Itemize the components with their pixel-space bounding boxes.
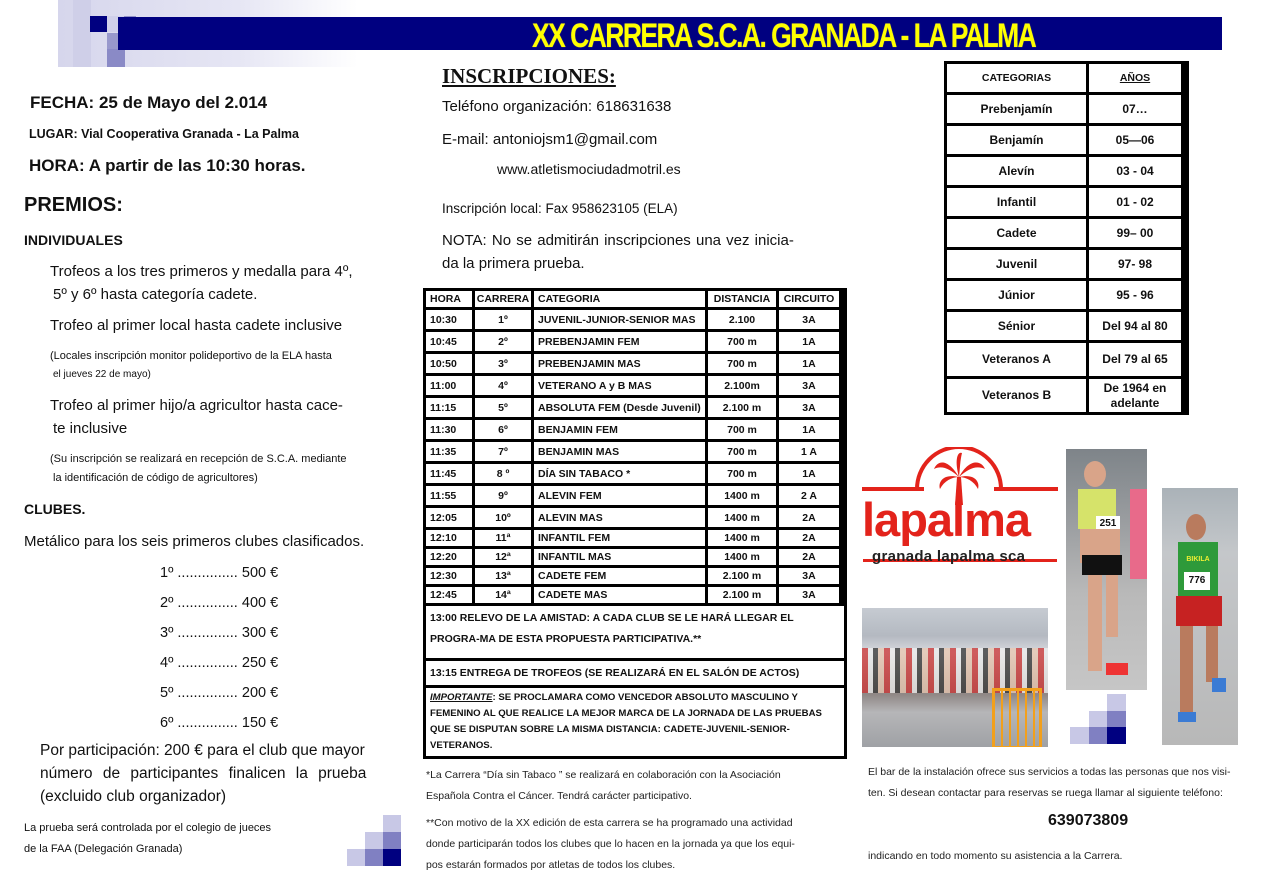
categoria-cell: BENJAMIN MAS bbox=[534, 442, 705, 461]
categoria-cell: BENJAMIN FEM bbox=[534, 420, 705, 439]
logo-subtitle: granada lapalma sca bbox=[872, 548, 1026, 565]
deco-square bbox=[73, 0, 91, 67]
prize-individual-2: Trofeo al primer local hasta cadete inclusive bbox=[50, 317, 343, 334]
club-prize-row bbox=[160, 625, 278, 641]
runner-head bbox=[1084, 461, 1106, 487]
distancia-cell: 2.100 m bbox=[708, 398, 776, 417]
circuito-cell: 2A bbox=[779, 530, 839, 546]
hora-cell: 12:20 bbox=[426, 549, 472, 565]
importante-note bbox=[426, 688, 844, 756]
carrera-cell: 6º bbox=[475, 420, 531, 439]
categoria-cell: DÍA SIN TABACO * bbox=[534, 464, 705, 483]
circuito-cell: 2A bbox=[779, 549, 839, 565]
header-cell: DISTANCIA bbox=[708, 291, 776, 307]
premios-title: PREMIOS: bbox=[24, 194, 123, 216]
category-name-cell: Júnior bbox=[947, 281, 1086, 309]
categoria-cell: JUVENIL-JUNIOR-SENIOR MAS bbox=[534, 310, 705, 329]
distancia-cell: 1400 m bbox=[708, 508, 776, 527]
categoria-cell: CADETE MAS bbox=[534, 587, 705, 603]
hora-cell: 11:00 bbox=[426, 376, 472, 395]
footnote-line: Española Contra el Cáncer. Tendrá carácter participativo. bbox=[426, 790, 692, 802]
runner-background bbox=[1130, 489, 1147, 579]
prize-amount: 300 € bbox=[241, 625, 279, 641]
prize-place: 2º bbox=[160, 595, 174, 611]
club-prize-row bbox=[160, 595, 278, 611]
circuito-cell: 3A bbox=[779, 587, 839, 603]
participation-prize-excl: (excluido club organizador) bbox=[40, 788, 227, 805]
categoria-cell: VETERANO A y B MAS bbox=[534, 376, 705, 395]
categoria-cell: INFANTIL FEM bbox=[534, 530, 705, 546]
prize-place: 1º bbox=[160, 565, 174, 581]
schedule-table bbox=[423, 288, 847, 759]
event-location: LUGAR: Vial Cooperativa Granada - La Palma bbox=[29, 127, 299, 141]
category-years-cell: 99– 00 bbox=[1089, 219, 1181, 247]
club-prize-row bbox=[160, 655, 278, 671]
category-name-cell: Alevín bbox=[947, 157, 1086, 185]
categories-table bbox=[944, 61, 1189, 415]
distancia-cell: 2.100 m bbox=[708, 568, 776, 584]
runner-leg bbox=[1088, 575, 1102, 671]
importante-text: : SE PROCLAMARA COMO VENCEDOR ABSOLUTO MASCULINO Y FEMENINO AL QUE REALICE LA MEJOR MARCA DE LA JORNADA DE LAS PRUEBAS QUE SE DISPUTAN SOBRE LA MISMA DISTANCIA: CADETE-JUVENIL-SENIOR-VETERANOS. bbox=[430, 692, 822, 751]
runner-leg bbox=[1106, 575, 1118, 637]
prize-individual-1-cont: 5º y 6º hasta categoría cadete. bbox=[53, 286, 258, 303]
judges-note: La prueba será controlada por el colegio de jueces bbox=[24, 822, 272, 834]
hora-cell: 10:30 bbox=[426, 310, 472, 329]
deco-square bbox=[107, 49, 125, 67]
circuito-cell: 1A bbox=[779, 464, 839, 483]
deco-square bbox=[90, 16, 108, 32]
category-name-cell: Juvenil bbox=[947, 250, 1086, 278]
carrera-cell: 5º bbox=[475, 398, 531, 417]
prize-amount: 400 € bbox=[241, 595, 279, 611]
header-cell: CATEGORIA bbox=[534, 291, 705, 307]
fence bbox=[992, 688, 1042, 747]
runner-shoe bbox=[1212, 678, 1226, 692]
category-name-cell: Infantil bbox=[947, 188, 1086, 216]
carrera-cell: 14ª bbox=[475, 587, 531, 603]
carrera-cell: 10º bbox=[475, 508, 531, 527]
bar-phone[interactable]: 639073809 bbox=[1048, 812, 1129, 829]
prize-amount: 150 € bbox=[241, 715, 279, 731]
event-date: FECHA: 25 de Mayo del 2.014 bbox=[30, 93, 268, 112]
category-years-cell: 07… bbox=[1089, 95, 1181, 123]
circuito-cell: 2A bbox=[779, 508, 839, 527]
distancia-cell: 700 m bbox=[708, 442, 776, 461]
prize-individual-1: Trofeos a los tres primeros y medalla para 4º, bbox=[50, 263, 353, 280]
clubes-description: Metálico para los seis primeros clubes clasificados. bbox=[24, 533, 365, 550]
categories-grid bbox=[947, 64, 1186, 412]
circuito-cell: 3A bbox=[779, 376, 839, 395]
deco-square bbox=[1070, 727, 1089, 744]
distancia-cell: 700 m bbox=[708, 332, 776, 351]
circuito-cell: 3A bbox=[779, 568, 839, 584]
runner-leg bbox=[1206, 626, 1218, 682]
bib-number: 251 bbox=[1096, 516, 1120, 532]
footnote-line: *La Carrera “Día sin Tabaco ” se realizará en colaboración con la Asociación bbox=[426, 769, 781, 781]
participation-prize-cont: número de participantes finalicen la prueba bbox=[40, 765, 367, 782]
carrera-cell: 8 º bbox=[475, 464, 531, 483]
deco-square bbox=[1107, 694, 1126, 711]
circuito-cell: 1A bbox=[779, 354, 839, 373]
bib-number: 776 bbox=[1184, 572, 1210, 590]
distancia-cell: 2.100 m bbox=[708, 587, 776, 603]
prize-individual-3-note: (Su inscripción se realizará en recepción de S.C.A. mediante bbox=[50, 453, 347, 465]
header-cell: AÑOS bbox=[1089, 64, 1181, 92]
prize-dots: ............... bbox=[177, 595, 238, 611]
distancia-cell: 700 m bbox=[708, 464, 776, 483]
distancia-cell: 2.100 bbox=[708, 310, 776, 329]
footnote-1 bbox=[426, 765, 781, 807]
judges-note-cont: de la FAA (Delegación Granada) bbox=[24, 843, 183, 855]
local-registration-fax: Inscripción local: Fax 958623105 (ELA) bbox=[442, 201, 678, 216]
deco-square bbox=[1107, 727, 1126, 744]
registration-note-cont: da la primera prueba. bbox=[442, 255, 585, 272]
runner-shoe bbox=[1106, 663, 1128, 675]
individuales-title: INDIVIDUALES bbox=[24, 232, 123, 248]
runner-shoe bbox=[1178, 712, 1196, 722]
prize-place: 4º bbox=[160, 655, 174, 671]
deco-square bbox=[1107, 711, 1126, 727]
website-link[interactable]: www.atletismociudadmotril.es bbox=[497, 161, 681, 177]
distancia-cell: 700 m bbox=[708, 354, 776, 373]
club-prize-row bbox=[160, 715, 278, 731]
carrera-cell: 11ª bbox=[475, 530, 531, 546]
carrera-cell: 7º bbox=[475, 442, 531, 461]
category-years-cell: De 1964 en adelante bbox=[1089, 379, 1181, 412]
carrera-cell: 9º bbox=[475, 486, 531, 505]
prize-amount: 200 € bbox=[241, 685, 279, 701]
category-name-cell: Veteranos A bbox=[947, 343, 1086, 376]
distancia-cell: 1400 m bbox=[708, 486, 776, 505]
category-name-cell: Veteranos B bbox=[947, 379, 1086, 412]
trofeos-note: 13:15 ENTREGA DE TROFEOS (SE REALIZARÁ EN EL SALÓN DE ACTOS) bbox=[426, 661, 844, 685]
distancia-cell: 1400 m bbox=[708, 549, 776, 565]
footnote-line: pos estarán formados por atletas de todos los clubes. bbox=[426, 859, 676, 871]
footnote-2 bbox=[426, 813, 795, 876]
organization-email[interactable]: E-mail: antoniojsm1@gmail.com bbox=[442, 131, 658, 148]
deco-square bbox=[383, 815, 401, 832]
category-name-cell: Cadete bbox=[947, 219, 1086, 247]
categoria-cell: CADETE FEM bbox=[534, 568, 705, 584]
category-years-cell: 97- 98 bbox=[1089, 250, 1181, 278]
circuito-cell: 2 A bbox=[779, 486, 839, 505]
club-prize-row bbox=[160, 565, 278, 581]
runner-shorts bbox=[1082, 555, 1122, 575]
categoria-cell: ALEVIN MAS bbox=[534, 508, 705, 527]
distancia-cell: 1400 m bbox=[708, 530, 776, 546]
category-years-cell: 03 - 04 bbox=[1089, 157, 1181, 185]
categoria-cell: ALEVIN FEM bbox=[534, 486, 705, 505]
categoria-cell: PREBENJAMIN MAS bbox=[534, 354, 705, 373]
header-cell: CARRERA bbox=[476, 293, 530, 305]
runners-group bbox=[862, 648, 1048, 693]
categoria-cell: ABSOLUTA FEM (Desde Juvenil) bbox=[534, 398, 705, 417]
distancia-cell: 2.100m bbox=[708, 376, 776, 395]
hora-cell: 11:55 bbox=[426, 486, 472, 505]
page-title: XX CARRERA S.C.A. GRANADA - LA PALMA bbox=[532, 17, 1036, 55]
club-prize-row bbox=[160, 685, 278, 701]
inscripciones-title: INSCRIPCIONES: bbox=[442, 64, 616, 88]
prize-place: 3º bbox=[160, 625, 174, 641]
bar-info: El bar de la instalación ofrece sus servicios a todas las personas que nos visi- bbox=[868, 766, 1231, 778]
race-start-photo bbox=[862, 608, 1048, 747]
footnote-line: donde participarán todos los clubes que lo hacen en la jornada ya que los equi- bbox=[426, 838, 795, 850]
category-years-cell: Del 94 al 80 bbox=[1089, 312, 1181, 340]
carrera-cell: 1º bbox=[475, 310, 531, 329]
prize-individual-3-cont: te inclusive bbox=[53, 420, 128, 437]
runner-head bbox=[1186, 514, 1206, 540]
prize-place: 6º bbox=[160, 715, 174, 731]
deco-square bbox=[347, 849, 365, 866]
prize-dots: ............... bbox=[177, 685, 238, 701]
prize-place: 5º bbox=[160, 685, 174, 701]
prize-individual-3-note-cont: la identificación de código de agricultores) bbox=[53, 472, 258, 484]
deco-square bbox=[383, 849, 401, 866]
category-name-cell: Sénior bbox=[947, 312, 1086, 340]
prize-amount: 500 € bbox=[241, 565, 279, 581]
participation-prize: Por participación: 200 € para el club que mayor bbox=[40, 742, 365, 759]
prize-individual-2-note: (Locales inscripción monitor polideportivo de la ELA hasta bbox=[50, 350, 332, 362]
hora-cell: 11:30 bbox=[426, 420, 472, 439]
prize-dots: ............... bbox=[177, 565, 238, 581]
hora-cell: 10:50 bbox=[426, 354, 472, 373]
registration-note: NOTA: No se admitirán inscripciones una vez inicia- bbox=[442, 232, 794, 249]
category-years-cell: 01 - 02 bbox=[1089, 188, 1181, 216]
carrera-cell: 13ª bbox=[475, 568, 531, 584]
distancia-cell: 700 m bbox=[708, 420, 776, 439]
organization-phone: Teléfono organización: 618631638 bbox=[442, 98, 672, 115]
carrera-cell: 12ª bbox=[475, 549, 531, 565]
deco-square bbox=[1089, 727, 1107, 744]
runner-shorts bbox=[1176, 596, 1222, 626]
runner-female-photo bbox=[1066, 449, 1147, 690]
circuito-cell: 1A bbox=[779, 332, 839, 351]
hora-cell: 12:45 bbox=[426, 587, 472, 603]
hora-cell: 10:45 bbox=[426, 332, 472, 351]
prize-individual-3: Trofeo al primer hijo/a agricultor hasta cace- bbox=[50, 397, 343, 414]
clubes-title: CLUBES. bbox=[24, 501, 86, 517]
category-years-cell: 95 - 96 bbox=[1089, 281, 1181, 309]
bar-info-end: indicando en todo momento su asistencia a la Carrera. bbox=[868, 850, 1123, 862]
header-cell: CATEGORIAS bbox=[947, 64, 1086, 92]
categoria-cell: PREBENJAMIN FEM bbox=[534, 332, 705, 351]
hora-cell: 12:30 bbox=[426, 568, 472, 584]
prize-dots: ............... bbox=[177, 625, 238, 641]
deco-square bbox=[1089, 711, 1107, 727]
category-years-cell: Del 79 al 65 bbox=[1089, 343, 1181, 376]
circuito-cell: 3A bbox=[779, 310, 839, 329]
categoria-cell: INFANTIL MAS bbox=[534, 549, 705, 565]
circuito-cell: 3A bbox=[779, 398, 839, 417]
category-name-cell: Prebenjamín bbox=[947, 95, 1086, 123]
deco-square bbox=[383, 832, 401, 849]
prize-dots: ............... bbox=[177, 655, 238, 671]
bar-info-cont: ten. Si desean contactar para reservas se ruega llamar al siguiente teléfono: bbox=[868, 787, 1223, 799]
runner-leg bbox=[1180, 626, 1193, 712]
relevo-note: 13:00 RELEVO DE LA AMISTAD: A CADA CLUB SE LE HARÁ LLEGAR EL PROGRA-MA DE ESTA PROPUESTA PARTICIPATIVA.** bbox=[426, 606, 844, 658]
category-name-cell: Benjamín bbox=[947, 126, 1086, 154]
hora-cell: 12:05 bbox=[426, 508, 472, 527]
prize-amount: 250 € bbox=[241, 655, 279, 671]
circuito-cell: 1 A bbox=[779, 442, 839, 461]
importante-label: IMPORTANTE bbox=[430, 692, 493, 703]
carrera-cell: 4º bbox=[475, 376, 531, 395]
prize-individual-2-note-cont: el jueves 22 de mayo) bbox=[53, 369, 151, 380]
schedule-grid bbox=[426, 291, 844, 603]
deco-square bbox=[365, 832, 383, 849]
prize-dots: ............... bbox=[177, 715, 238, 731]
carrera-cell: 3º bbox=[475, 354, 531, 373]
runner-male-photo bbox=[1162, 488, 1238, 745]
hora-cell: 11:35 bbox=[426, 442, 472, 461]
carrera-cell: 2º bbox=[475, 332, 531, 351]
hora-cell: 11:45 bbox=[426, 464, 472, 483]
hora-cell: 12:10 bbox=[426, 530, 472, 546]
footnote-line: **Con motivo de la XX edición de esta carrera se ha programado una actividad bbox=[426, 817, 793, 829]
event-time: HORA: A partir de las 10:30 horas. bbox=[29, 156, 306, 175]
shirt-text: BIKILA bbox=[1186, 556, 1210, 563]
hora-cell: 11:15 bbox=[426, 398, 472, 417]
category-years-cell: 05—06 bbox=[1089, 126, 1181, 154]
header-cell: CIRCUITO bbox=[779, 291, 839, 307]
header-cell: HORA bbox=[426, 291, 472, 307]
circuito-cell: 1A bbox=[779, 420, 839, 439]
deco-square bbox=[365, 849, 383, 866]
logo-text: lapalma bbox=[862, 493, 1031, 546]
